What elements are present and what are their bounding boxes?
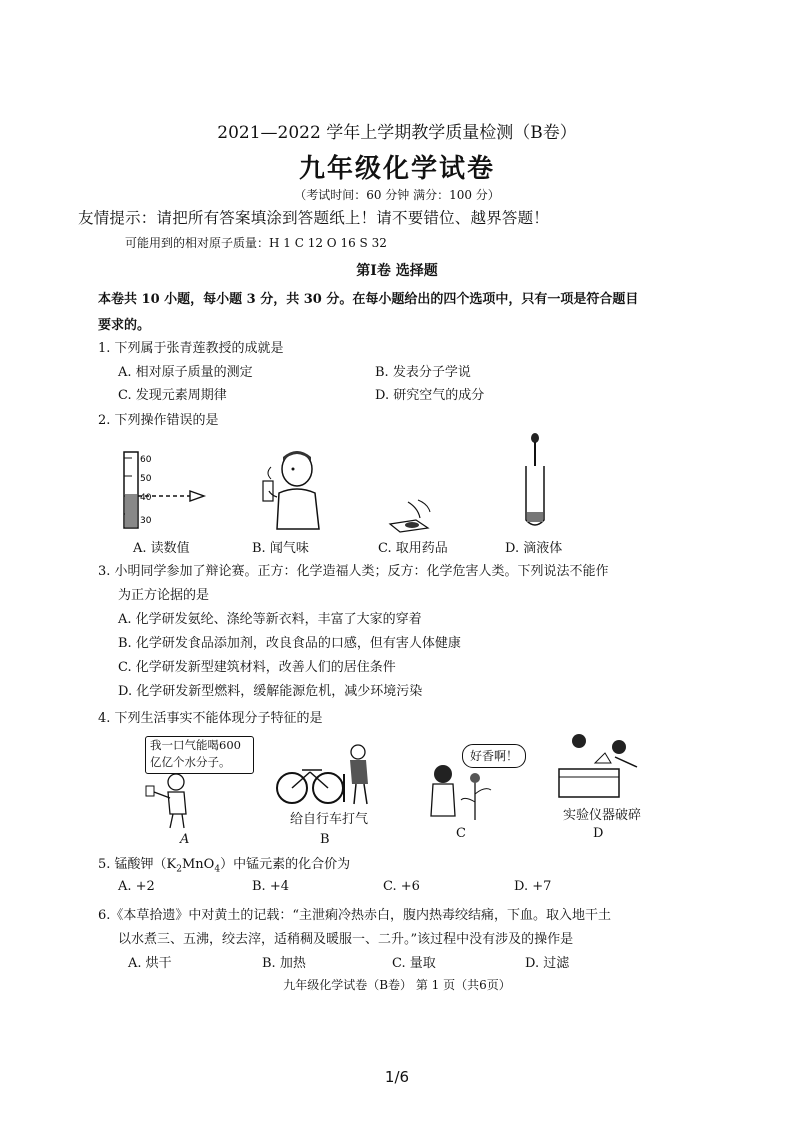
q4-stem: 4. 下列生活事实不能体现分子特征的是 [98,711,323,726]
q4-caption-b: 给自行车打气 [290,812,369,827]
scale-40: 40 [140,493,152,503]
bubble-a-line2: 亿亿个水分子。 [150,755,231,769]
page-number: 1/6 [384,1068,410,1086]
bubble-a-line1: 我一口气能喝600 [150,738,241,752]
lab-equipment-figure [555,733,645,803]
q4-speech-bubble-a [145,736,254,774]
page-footer: 九年级化学试卷（B卷） 第 1 页（共6页） [283,978,511,992]
q6-option-b: B. 加热 [262,956,306,971]
atomic-mass-info: 可能用到的相对原子质量：H 1 C 12 O 16 S 32 [125,236,387,250]
q1-option-a: A. 相对原子质量的测定 [118,365,253,380]
section-title: 第Ⅰ卷 选择题 [356,263,438,279]
q2-option-a: A. 读数值 [133,541,190,556]
q1-stem: 1. 下列属于张青莲教授的成就是 [98,341,284,356]
q3-option-d: D. 化学研发新型燃料，缓解能源危机，减少环境污染 [118,684,423,699]
q3-stem-line1: 3. 小明同学参加了辩论赛。正方：化学造福人类；反方：化学危害人类。下列说法不能作 [98,564,609,579]
section-intro-line2: 要求的。 [98,318,151,333]
q4-label-b: B [320,832,330,847]
q3-option-b: B. 化学研发食品添加剂，改良食品的口感，但有害人体健康 [118,636,461,651]
q2-option-c: C. 取用药品 [378,541,448,556]
medicine-taking-figure [388,498,438,533]
q6-stem-line2: 以水煮三、五沸，绞去滓，适稍稠及暖服一、二升。”该过程中没有涉及的操作是 [118,932,574,947]
q5-stem: 5. 锰酸钾$(K_2MnO_4)$中锰元素的化合价为 [98,857,351,875]
q5-option-b: B. +4 [252,879,289,894]
q3-option-a: A. 化学研发氨纶、涤纶等新衣料，丰富了大家的穿着 [118,612,422,627]
scale-60: 60 [140,455,152,465]
scale-50: 50 [140,474,152,484]
q5-option-a: A. +2 [118,879,155,894]
q4-label-a: A [180,832,190,847]
q1-option-c: C. 发现元素周期律 [118,388,227,403]
q6-option-c: C. 量取 [392,956,436,971]
q1-option-b: B. 发表分子学说 [375,365,471,380]
q2-option-b: B. 闻气味 [252,541,309,556]
q4-label-c: C [456,826,466,841]
q5-option-d: D. +7 [514,879,552,894]
q2-stem: 2. 下列操作错误的是 [98,413,219,428]
smelling-boy-figure [255,447,330,532]
dropper-test-tube-figure [520,432,560,532]
q3-stem-line2: 为正方论据的是 [118,588,210,603]
q2-option-d: D. 滴液体 [505,541,563,556]
scale-30: 30 [140,516,152,526]
q6-option-d: D. 过滤 [525,956,570,971]
friendly-tip: 友情提示：请把所有答案填涂到答题纸上！请不要错位、越界答题！ [78,209,550,227]
page-title: 九年级化学试卷 [298,154,495,184]
section-intro-line1: 本卷共 10 小题，每小题 3 分，共 30 分。在每小题给出的四个选项中，只有一项是符合题目 [98,292,639,307]
q4-caption-d: 实验仪器破碎 [563,808,642,823]
bike-pump-figure [272,744,377,806]
exam-time-score: （考试时间：60 分钟 满分：100 分） [294,188,500,202]
q4-speech-bubble-c: 好香啊！ [462,744,526,768]
q5-option-c: C. +6 [383,879,420,894]
cylinder-reading-figure [110,450,220,530]
q6-stem-line1: 6.《本草拾遗》中对黄土的记载：“主泄痢冷热赤白，腹内热毒绞结痛，下血。取入地干土 [98,908,612,923]
exam-session-title: 2021—2022 学年上学期教学质量检测（B卷） [217,123,577,143]
q6-option-a: A. 烘干 [128,956,172,971]
flower-smelling-figure [425,760,505,825]
q1-option-d: D. 研究空气的成分 [375,388,485,403]
drinking-boy-figure [140,772,200,832]
q4-label-d: D [593,826,604,841]
q3-option-c: C. 化学研发新型建筑材料，改善人们的居住条件 [118,660,396,675]
